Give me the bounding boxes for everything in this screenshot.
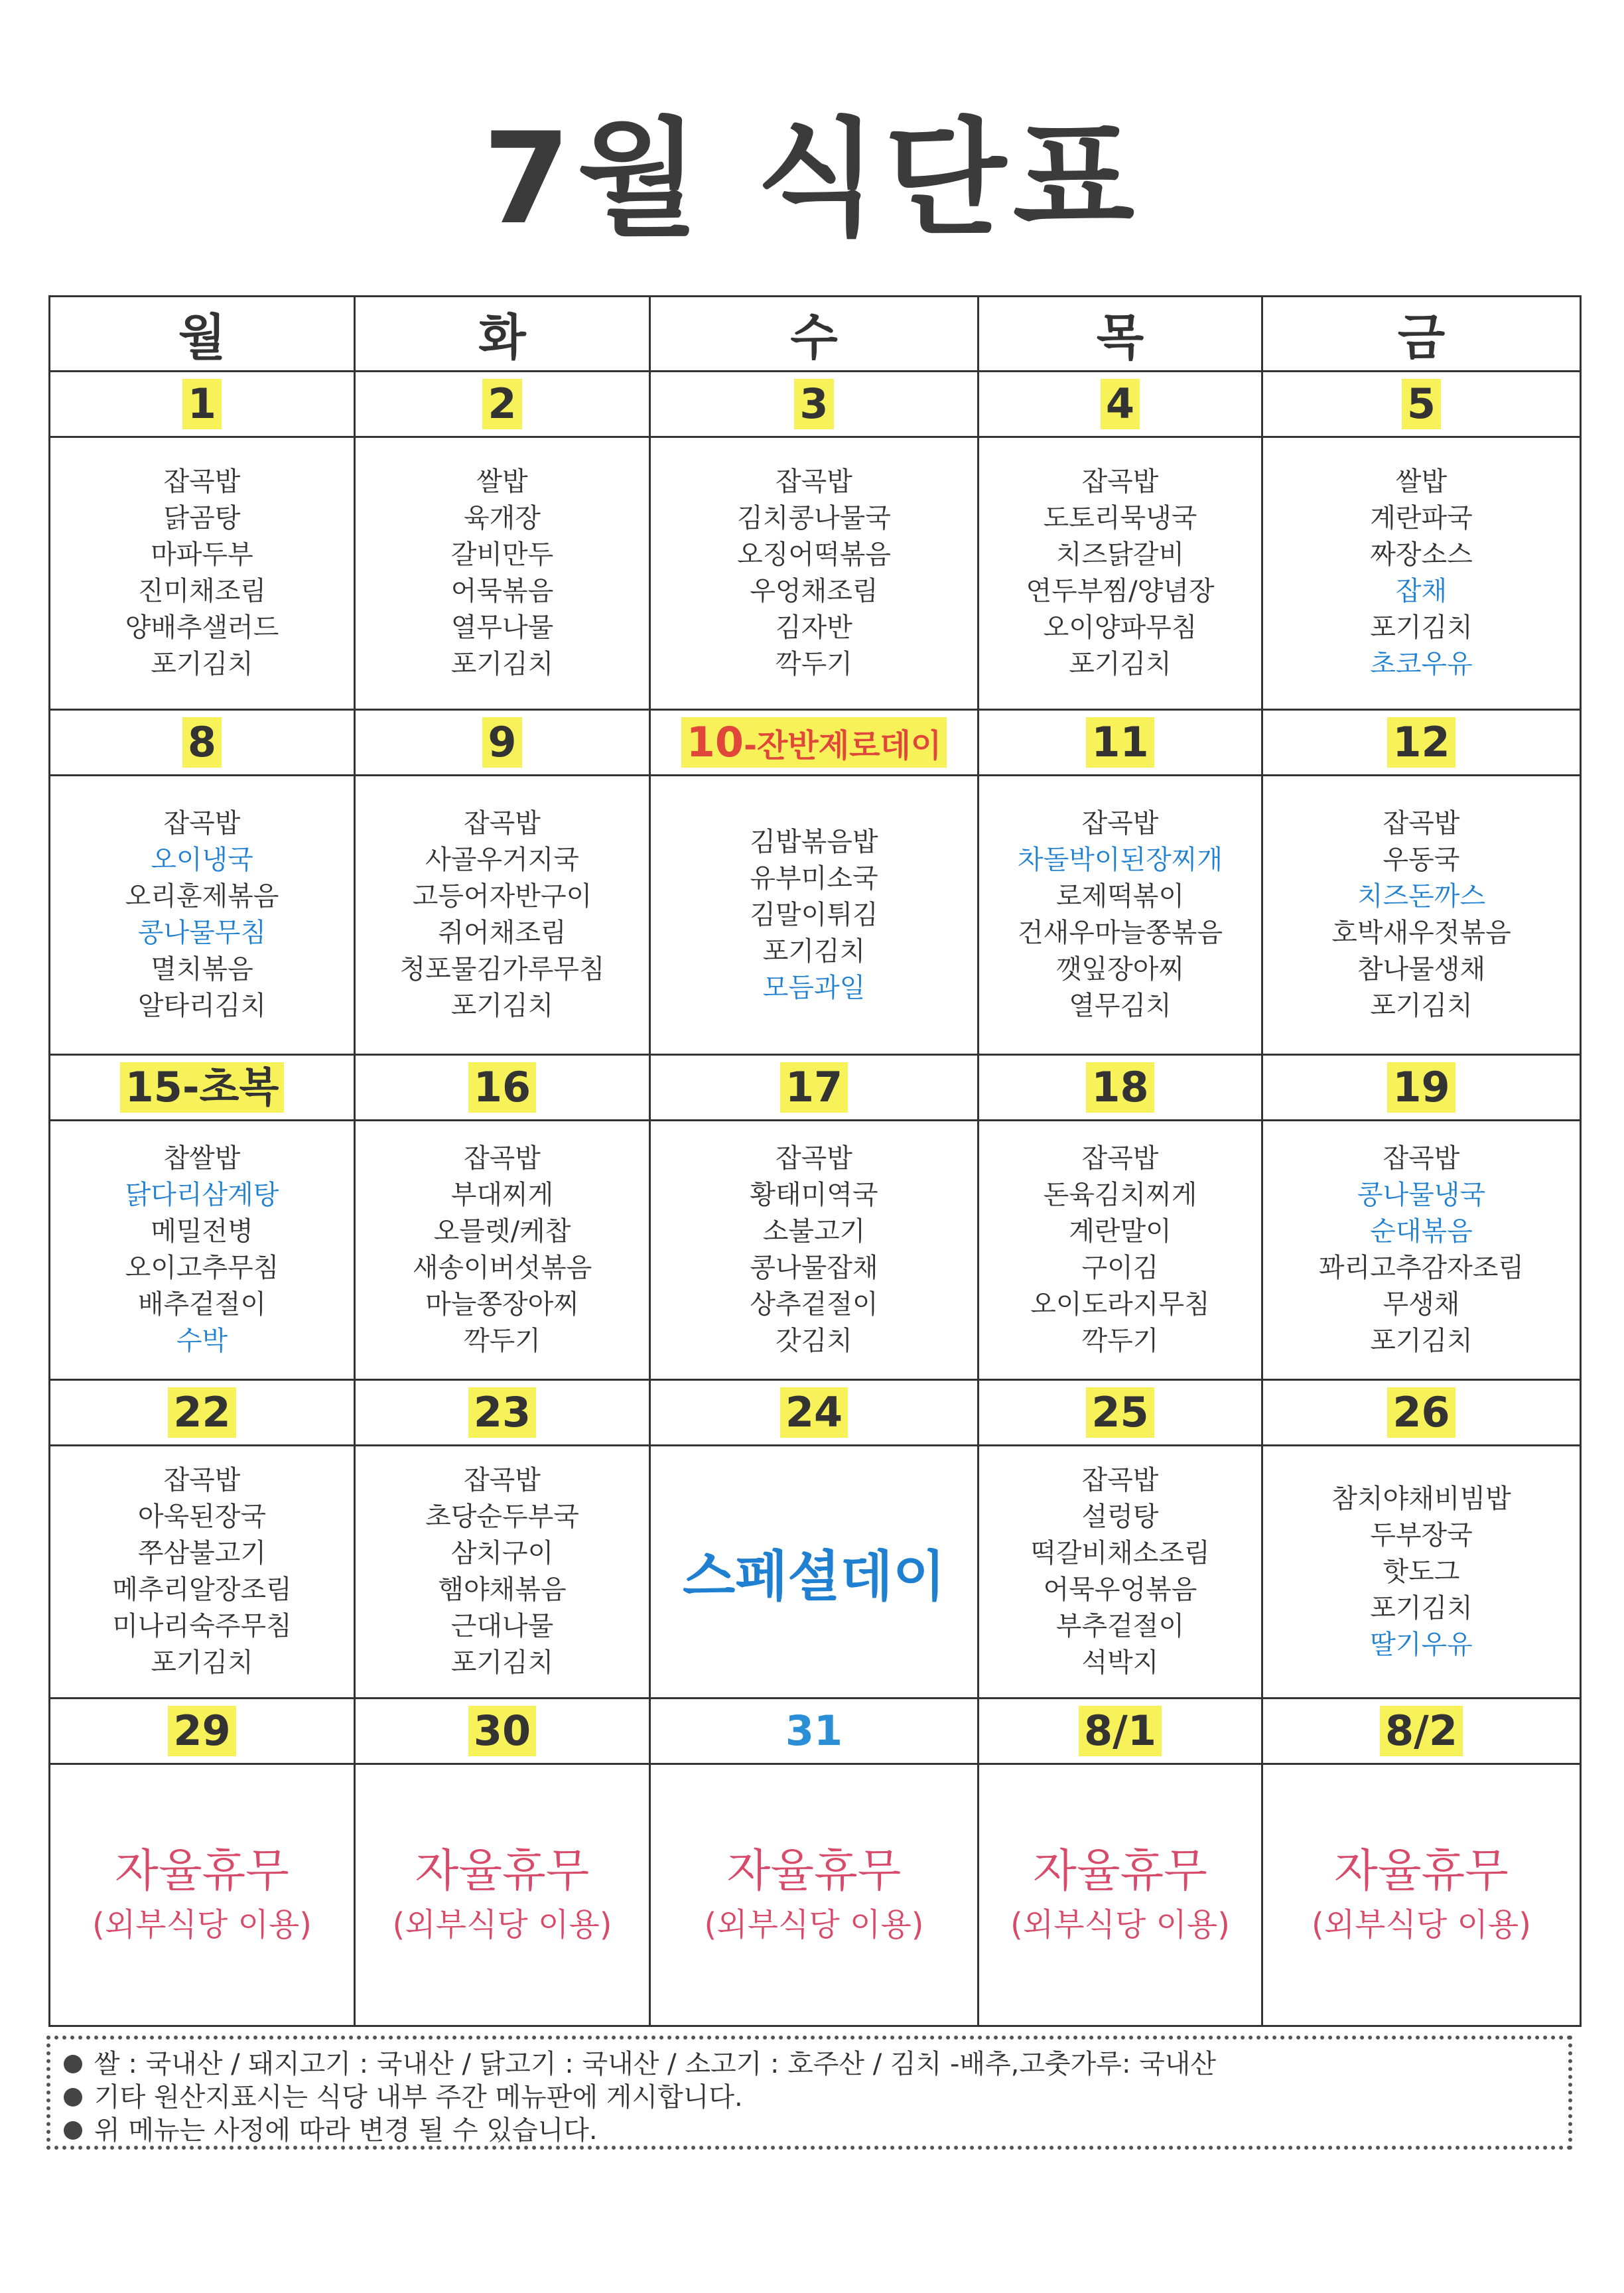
- menu-cell: [1262, 776, 1581, 1055]
- menu-item: 치즈돈까스: [1357, 881, 1486, 912]
- menu-item: 깻잎장아찌: [1055, 954, 1185, 985]
- menu-item: 갈비만두: [450, 539, 554, 570]
- date-label: [168, 1706, 236, 1756]
- menu-item: 메추리알장조림: [112, 1574, 292, 1605]
- menu-cell: [50, 1764, 355, 2026]
- menu-item: 잡곡밥: [776, 466, 852, 497]
- menu-item: 알타리김치: [137, 991, 267, 1021]
- date-number: 15-초복: [125, 1063, 279, 1112]
- menu-cell: [650, 1121, 979, 1380]
- date-number: 9: [488, 718, 517, 767]
- date-label: [468, 1387, 536, 1437]
- menu-list: [651, 464, 977, 683]
- note-line: [64, 2048, 1555, 2081]
- menu-item: 김자반: [776, 612, 852, 643]
- menu-item: 닭다리삼계탕: [125, 1180, 279, 1210]
- menu-item: 황태미역국: [750, 1180, 878, 1210]
- menu-item: 콩나물냉국: [1357, 1180, 1486, 1210]
- menu-item: 잡곡밥: [464, 1465, 541, 1495]
- date-cell: [355, 710, 650, 776]
- closed-title: 자율휴무: [1033, 1845, 1207, 1898]
- menu-item: 참치야채비빔밥: [1331, 1483, 1511, 1514]
- menu-item: 잡곡밥: [776, 1143, 852, 1174]
- date-number: 4: [1105, 380, 1135, 429]
- menu-list: [979, 805, 1261, 1024]
- date-label: [1387, 1387, 1455, 1437]
- date-label: [780, 1387, 848, 1437]
- date-label: [1086, 1062, 1154, 1112]
- menu-item: 모듬과일: [762, 972, 866, 1003]
- date-label: [182, 717, 222, 767]
- date-row: [50, 710, 1581, 776]
- menu-item: 꽈리고추감자조림: [1318, 1253, 1524, 1283]
- menu-item: 잡곡밥: [1081, 1143, 1159, 1174]
- menu-item: 닭곰탕: [163, 503, 241, 533]
- page-title: 7월 식단표: [482, 105, 1142, 252]
- date-cell: [979, 372, 1262, 437]
- date-label: [1387, 717, 1455, 767]
- menu-item: 딸기우유: [1370, 1629, 1473, 1660]
- menu-item: 진미채조림: [137, 576, 267, 606]
- menu-item: 쌀밥: [1395, 466, 1448, 497]
- menu-row: [50, 1121, 1581, 1380]
- menu-item: 돈육김치찌게: [1043, 1180, 1197, 1210]
- notes-box: [46, 2036, 1572, 2150]
- date-cell: [1262, 1699, 1581, 1764]
- date-label: [482, 717, 521, 767]
- menu-item: 초코우유: [1370, 649, 1473, 679]
- menu-item: 오이냉국: [151, 845, 253, 875]
- menu-item: 쭈삼불고기: [137, 1538, 267, 1568]
- weekday-header: 수: [650, 297, 979, 372]
- menu-cell: [1262, 1446, 1581, 1699]
- menu-cell: [50, 1121, 355, 1380]
- closed-subtitle: (외부식당 이용): [1010, 1906, 1230, 1943]
- menu-item: 오이양파무침: [1043, 612, 1197, 643]
- note-line: [64, 2081, 1555, 2114]
- menu-item: 떡갈비채소조림: [1030, 1538, 1210, 1568]
- menu-cell: [355, 776, 650, 1055]
- date-number: 2: [488, 380, 517, 429]
- menu-item: 깍두기: [776, 649, 852, 679]
- menu-item: 청포물김가루무침: [399, 954, 605, 985]
- menu-item: 잡곡밥: [464, 1143, 541, 1174]
- date-number: 29: [173, 1706, 231, 1756]
- closed-subtitle: (외부식당 이용): [92, 1906, 312, 1943]
- menu-item: 유부미소국: [750, 863, 878, 894]
- menu-item: 새송이버섯볶음: [412, 1253, 592, 1283]
- menu-item: 쌀밥: [476, 466, 528, 497]
- menu-cell: [50, 776, 355, 1055]
- menu-cell: [650, 776, 979, 1055]
- date-label: [780, 1062, 848, 1112]
- menu-item: 포기김치: [762, 936, 866, 967]
- menu-item: 잡곡밥: [464, 808, 541, 839]
- menu-item: 잡곡밥: [1081, 808, 1159, 839]
- menu-cell: [355, 1764, 650, 2026]
- menu-item: 깍두기: [1081, 1326, 1159, 1356]
- menu-item: 아욱된장국: [137, 1501, 267, 1532]
- menu-item: 건새우마늘쫑볶음: [1017, 918, 1223, 948]
- menu-list: [979, 1141, 1261, 1359]
- menu-item: 무생채: [1383, 1289, 1460, 1320]
- menu-item: 김말이튀김: [750, 899, 878, 930]
- menu-cell: [355, 1446, 650, 1699]
- date-number: 25: [1091, 1388, 1149, 1437]
- date-label: [780, 1706, 848, 1756]
- date-row: [50, 1699, 1581, 1764]
- menu-item: 멸치볶음: [151, 954, 253, 985]
- menu-item: 계란파국: [1370, 503, 1473, 533]
- menu-list: [979, 1462, 1261, 1681]
- menu-cell: [650, 437, 979, 710]
- menu-item: 로제떡볶이: [1055, 881, 1185, 912]
- menu-item: 마늘쫑장아찌: [425, 1289, 579, 1320]
- menu-item: 쥐어채조림: [438, 918, 567, 948]
- menu-cell: [355, 437, 650, 710]
- menu-list: [356, 464, 649, 683]
- date-row: [50, 372, 1581, 437]
- menu-row: [50, 437, 1581, 710]
- date-cell: [650, 710, 979, 776]
- date-number: 12: [1392, 718, 1450, 767]
- menu-item: 깍두기: [464, 1326, 541, 1356]
- menu-list: [50, 805, 354, 1024]
- menu-item: 포기김치: [450, 991, 554, 1021]
- note-text: 쌀 : 국내산 / 돼지고기 : 국내산 / 닭고기 : 국내산 / 소고기 : 호주산 / 김치 -배추,고춧가루: 국내산: [94, 2049, 1217, 2079]
- date-cell: [50, 710, 355, 776]
- menu-cell: [979, 437, 1262, 710]
- menu-list: [1263, 805, 1580, 1024]
- menu-item: 삼치구이: [450, 1538, 554, 1568]
- menu-item: 열무김치: [1069, 991, 1172, 1021]
- menu-item: 포기김치: [1370, 1326, 1473, 1356]
- menu-item: 상추겉절이: [750, 1289, 878, 1320]
- menu-item: 갓김치: [776, 1326, 852, 1356]
- date-label: [182, 379, 222, 429]
- special-day-label: 스페셜데이: [682, 1545, 946, 1608]
- menu-item: 포기김치: [450, 649, 554, 679]
- menu-item: 석박지: [1081, 1647, 1159, 1678]
- date-cell: [650, 1055, 979, 1121]
- date-label: [1101, 379, 1140, 429]
- date-cell: [50, 372, 355, 437]
- menu-item: 어묵우엉볶음: [1043, 1574, 1197, 1605]
- date-number: 22: [173, 1388, 231, 1437]
- date-cell: [355, 372, 650, 437]
- menu-item: 핫도그: [1383, 1556, 1460, 1587]
- menu-item: 우엉채조림: [750, 576, 878, 606]
- menu-list: [356, 805, 649, 1024]
- date-label: [1387, 1062, 1455, 1112]
- menu-list: [651, 1141, 977, 1359]
- date-cell: [1262, 372, 1581, 437]
- menu-item: 설렁탕: [1081, 1501, 1159, 1532]
- date-cell: [650, 372, 979, 437]
- date-number: 10: [686, 718, 744, 767]
- menu-list: [979, 464, 1261, 683]
- date-label: [468, 1062, 536, 1112]
- menu-list: [651, 824, 977, 1007]
- date-cell: [355, 1055, 650, 1121]
- date-row: [50, 1055, 1581, 1121]
- menu-item: 햄야채볶음: [438, 1574, 567, 1605]
- menu-row: [50, 776, 1581, 1055]
- weekday-header: 월: [50, 297, 355, 372]
- date-cell: [355, 1699, 650, 1764]
- menu-item: 포기김치: [1370, 1592, 1473, 1624]
- date-cell: [1262, 710, 1581, 776]
- date-number: 11: [1091, 718, 1149, 767]
- menu-list: [1263, 1481, 1580, 1663]
- weekday-header: 목: [979, 297, 1262, 372]
- date-event-label: -잔반제로데이: [744, 727, 942, 765]
- menu-item: 포기김치: [151, 649, 253, 679]
- date-label: [1079, 1706, 1162, 1756]
- menu-item: 찹쌀밥: [163, 1143, 241, 1174]
- menu-cell: [50, 1446, 355, 1699]
- date-cell: [1262, 1055, 1581, 1121]
- closed-title: 자율휴무: [726, 1845, 902, 1898]
- date-number: 18: [1091, 1063, 1149, 1112]
- menu-item: 어묵볶음: [450, 576, 554, 606]
- menu-item: 포기김치: [450, 1647, 554, 1678]
- menu-item: 포기김치: [1069, 649, 1172, 679]
- date-number: 16: [473, 1063, 531, 1112]
- date-label: [482, 379, 521, 429]
- note-text: 기타 원산지표시는 식당 내부 주간 메뉴판에 게시합니다.: [94, 2082, 743, 2113]
- menu-item: 김밥볶음밥: [750, 826, 878, 857]
- weekday-header-row: [50, 297, 1581, 372]
- menu-list: [1263, 464, 1580, 683]
- date-number: 19: [1392, 1063, 1450, 1112]
- bullet-icon: [64, 2088, 82, 2107]
- menu-item: 오징어떡볶음: [737, 539, 891, 570]
- menu-item: 부대찌게: [450, 1180, 554, 1210]
- menu-item: 초당순두부국: [425, 1501, 579, 1532]
- date-number: 8/2: [1385, 1706, 1457, 1756]
- date-number: 8/1: [1084, 1706, 1156, 1756]
- date-cell: [50, 1380, 355, 1446]
- menu-cell: [650, 1764, 979, 2026]
- menu-item: 우동국: [1383, 845, 1460, 875]
- menu-item: 김치콩나물국: [737, 503, 891, 533]
- menu-item: 양배추샐러드: [125, 612, 279, 643]
- closed-subtitle: (외부식당 이용): [392, 1906, 612, 1943]
- menu-item: 계란말이: [1069, 1216, 1172, 1247]
- date-cell: [1262, 1380, 1581, 1446]
- menu-item: 배추겉절이: [137, 1289, 267, 1320]
- menu-item: 구이김: [1081, 1253, 1159, 1283]
- date-number: 24: [785, 1388, 843, 1437]
- menu-item: 메밀전병: [151, 1216, 253, 1247]
- menu-list: [50, 1462, 354, 1681]
- date-label: [168, 1387, 236, 1437]
- menu-item: 차돌박이된장찌개: [1017, 845, 1223, 875]
- menu-row: [50, 1764, 1581, 2026]
- date-label: [120, 1062, 285, 1112]
- date-number: 31: [785, 1706, 843, 1756]
- closed-subtitle: (외부식당 이용): [1312, 1906, 1531, 1943]
- date-number: 8: [187, 718, 217, 767]
- menu-item: 오이도라지무침: [1030, 1289, 1210, 1320]
- menu-item: 잡곡밥: [1383, 808, 1460, 839]
- menu-item: 육개장: [464, 503, 541, 533]
- menu-table: [48, 295, 1582, 2027]
- menu-item: 잡곡밥: [1081, 466, 1159, 497]
- menu-item: 도토리묵냉국: [1043, 503, 1197, 533]
- menu-item: 호박새우젓볶음: [1331, 918, 1511, 948]
- menu-list: [50, 1141, 354, 1359]
- menu-list: [1263, 1141, 1580, 1359]
- menu-item: 마파두부: [151, 539, 253, 570]
- date-number: 26: [1392, 1388, 1450, 1437]
- menu-item: 소불고기: [762, 1216, 866, 1247]
- closed-subtitle: (외부식당 이용): [704, 1906, 924, 1943]
- menu-item: 참나물생채: [1357, 954, 1486, 985]
- date-number: 23: [473, 1388, 531, 1437]
- date-cell: [979, 1380, 1262, 1446]
- menu-item: 순대볶음: [1370, 1216, 1473, 1247]
- menu-item: 포기김치: [1370, 612, 1473, 643]
- menu-item: 오이고추무침: [125, 1253, 279, 1283]
- date-cell: [650, 1699, 979, 1764]
- date-label: [1086, 1387, 1154, 1437]
- menu-cell: [979, 1764, 1262, 2026]
- menu-list: [356, 1462, 649, 1681]
- menu-item: 두부장국: [1370, 1519, 1473, 1551]
- menu-cell: [1262, 437, 1581, 710]
- date-label: [1086, 717, 1154, 767]
- menu-cell: [979, 776, 1262, 1055]
- menu-list: [356, 1141, 649, 1359]
- menu-item: 사골우거지국: [425, 845, 579, 875]
- date-cell: [979, 710, 1262, 776]
- weekday-header: 금: [1262, 297, 1581, 372]
- date-label: [681, 717, 947, 767]
- bullet-icon: [64, 2055, 82, 2073]
- menu-item: 열무나물: [450, 612, 554, 643]
- note-text: 위 메뉴는 사정에 따라 변경 될 수 있습니다.: [94, 2115, 598, 2146]
- date-label: [468, 1706, 536, 1756]
- menu-item: 잡곡밥: [1081, 1465, 1159, 1495]
- menu-list: [50, 464, 354, 683]
- menu-item: 짜장소스: [1370, 539, 1473, 570]
- menu-item: 오믈렛/케찹: [433, 1216, 571, 1247]
- menu-cell: [979, 1446, 1262, 1699]
- menu-item: 잡곡밥: [163, 1465, 241, 1495]
- date-label: [1402, 379, 1441, 429]
- menu-item: 잡채: [1395, 576, 1448, 606]
- menu-cell: [1262, 1764, 1581, 2026]
- date-label: [1380, 1706, 1463, 1756]
- date-cell: [355, 1380, 650, 1446]
- menu-row: [50, 1446, 1581, 1699]
- menu-item: 포기김치: [1370, 991, 1473, 1021]
- date-number: 5: [1406, 380, 1436, 429]
- date-number: 3: [799, 380, 829, 429]
- menu-item: 미나리숙주무침: [112, 1611, 292, 1641]
- date-row: [50, 1380, 1581, 1446]
- menu-item: 치즈닭갈비: [1055, 539, 1185, 570]
- menu-cell: [50, 437, 355, 710]
- menu-item: 고등어자반구이: [412, 881, 592, 912]
- menu-item: 수박: [176, 1326, 228, 1356]
- date-cell: [650, 1380, 979, 1446]
- menu-cell: [650, 1446, 979, 1699]
- date-number: 30: [473, 1706, 531, 1756]
- date-cell: [50, 1055, 355, 1121]
- menu-item: 근대나물: [450, 1611, 554, 1641]
- menu-item: 잡곡밥: [163, 808, 241, 839]
- date-number: 17: [785, 1063, 843, 1112]
- note-line: [64, 2114, 1555, 2147]
- weekday-header: 화: [355, 297, 650, 372]
- date-label: [794, 379, 833, 429]
- menu-item: 잡곡밥: [163, 466, 241, 497]
- closed-title: 자율휴무: [415, 1845, 590, 1898]
- menu-cell: [1262, 1121, 1581, 1380]
- date-number: 1: [187, 380, 217, 429]
- closed-title: 자율휴무: [115, 1845, 289, 1898]
- menu-item: 연두부찜/양념장: [1026, 576, 1215, 606]
- bullet-icon: [64, 2121, 82, 2140]
- date-cell: [50, 1699, 355, 1764]
- menu-item: 콩나물잡채: [750, 1253, 878, 1283]
- menu-item: 부추겉절이: [1055, 1611, 1185, 1641]
- menu-cell: [355, 1121, 650, 1380]
- menu-cell: [979, 1121, 1262, 1380]
- date-cell: [979, 1055, 1262, 1121]
- menu-item: 포기김치: [151, 1647, 253, 1678]
- date-cell: [979, 1699, 1262, 1764]
- menu-item: 오리훈제볶음: [125, 881, 279, 912]
- menu-item: 콩나물무침: [137, 918, 267, 948]
- menu-item: 잡곡밥: [1383, 1143, 1460, 1174]
- closed-title: 자율휴무: [1334, 1845, 1509, 1898]
